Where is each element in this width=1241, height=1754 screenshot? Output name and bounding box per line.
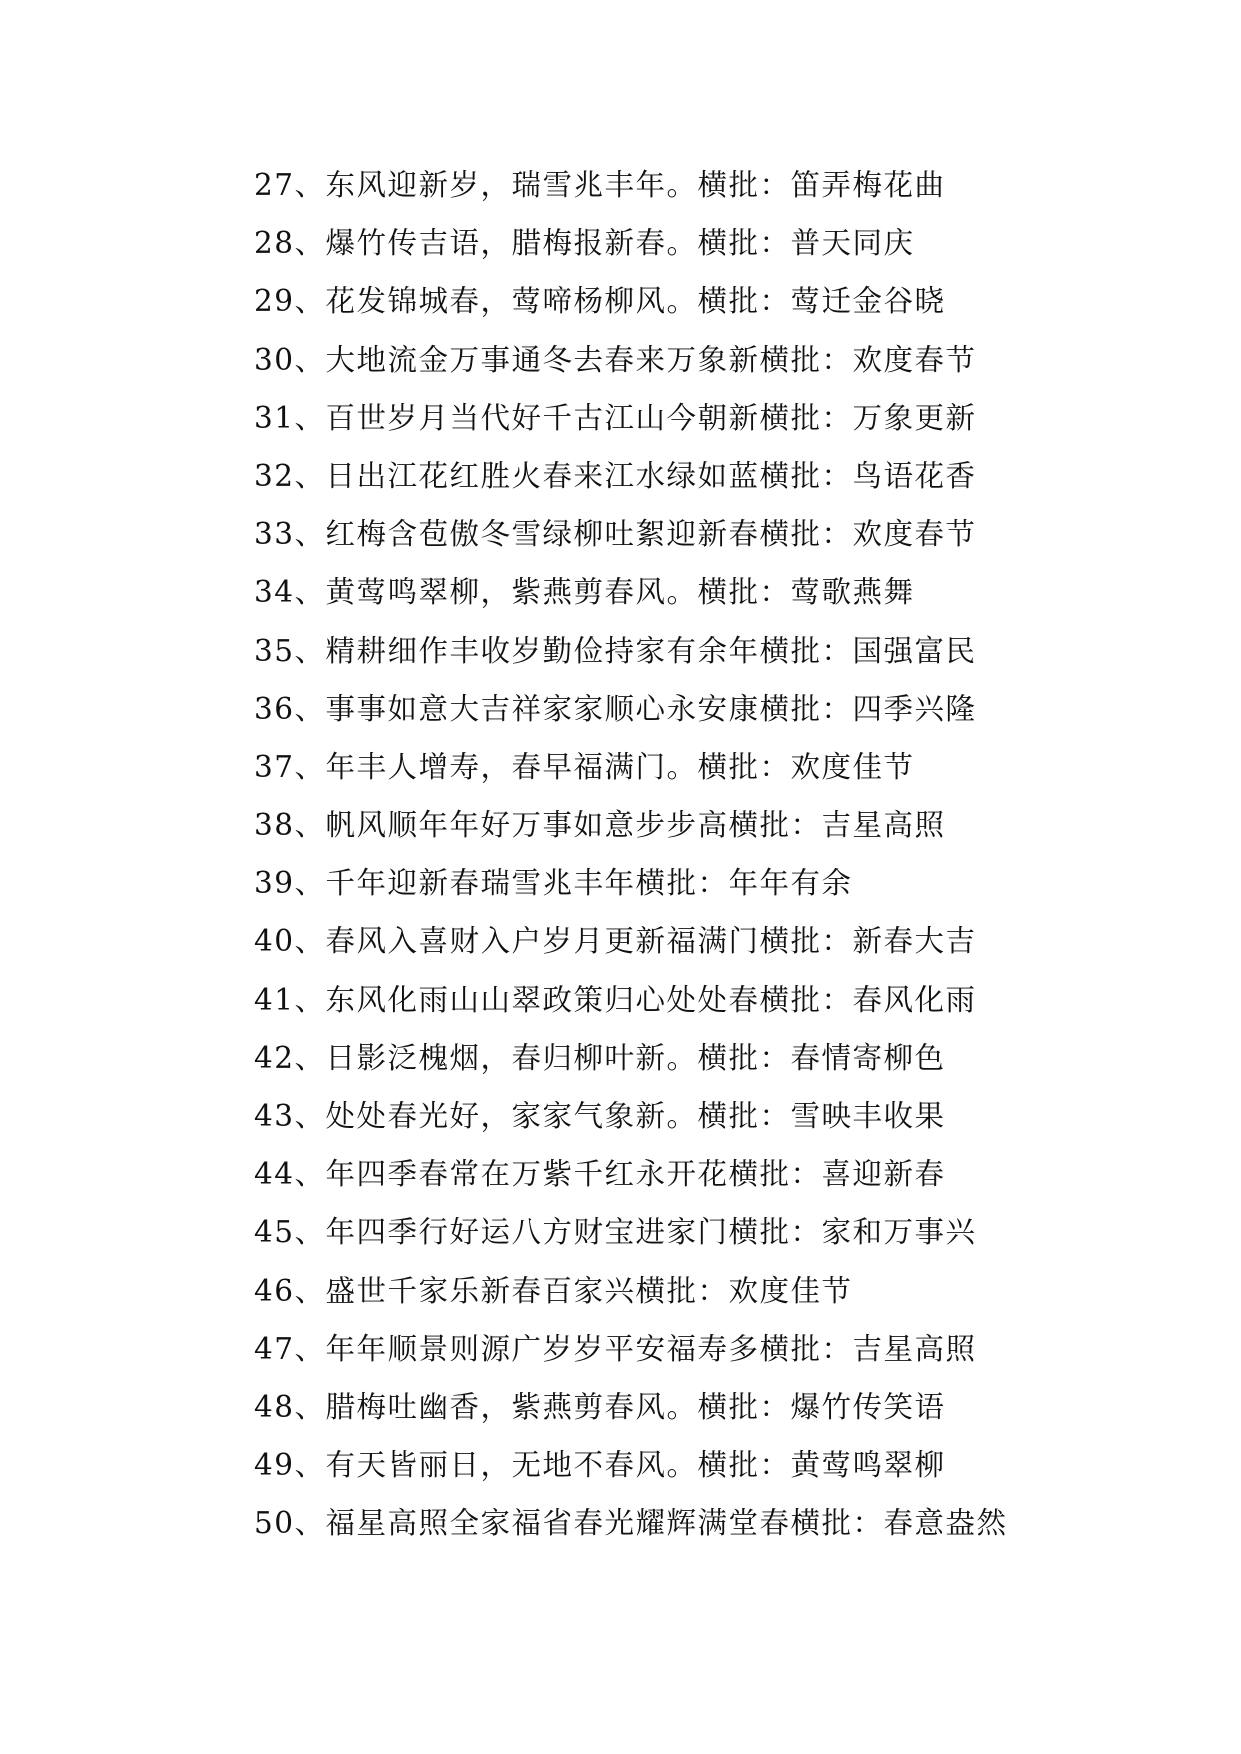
couplet-line: 30、大地流金万事通冬去春来万象新横批：欢度春节 — [254, 342, 977, 377]
couplet-line: 50、福星高照全家福省春光耀辉满堂春横批：春意盎然 — [254, 1506, 1008, 1541]
couplet-line: 42、日影泛槐烟，春归柳叶新。横批：春情寄柳色 — [254, 1040, 946, 1075]
couplet-line: 34、黄莺鸣翠柳，紫燕剪春风。横批：莺歌燕舞 — [254, 575, 915, 610]
couplet-line: 49、有天皆丽日，无地不春风。横批：黄莺鸣翠柳 — [254, 1448, 946, 1483]
couplet-line: 39、千年迎新春瑞雪兆丰年横批：年年有余 — [254, 866, 853, 901]
couplet-list — [254, 156, 1008, 1553]
couplet-line: 28、爆竹传吉语，腊梅报新春。横批：普天同庆 — [254, 226, 915, 261]
couplet-line: 47、年年顺景则源广岁岁平安福寿多横批：吉星高照 — [254, 1331, 977, 1366]
couplet-line: 45、年四季行好运八方财宝进家门横批：家和万事兴 — [254, 1215, 977, 1250]
couplet-line: 35、精耕细作丰收岁勤俭持家有余年横批：国强富民 — [254, 633, 977, 668]
couplet-line: 36、事事如意大吉祥家家顺心永安康横批：四季兴隆 — [254, 691, 977, 726]
couplet-line: 43、处处春光好，家家气象新。横批：雪映丰收果 — [254, 1099, 946, 1133]
couplet-line: 27、东风迎新岁，瑞雪兆丰年。横批：笛弄梅花曲 — [254, 168, 946, 202]
couplet-line: 29、花发锦城春，莺啼杨柳风。横批：莺迁金谷晓 — [254, 284, 946, 319]
couplet-line: 32、日出江花红胜火春来江水绿如蓝横批：鸟语花香 — [254, 458, 977, 493]
couplet-line: 37、年丰人增寿，春早福满门。横批：欢度佳节 — [254, 749, 915, 784]
couplet-line: 38、帆风顺年年好万事如意步步高横批：吉星高照 — [254, 808, 946, 843]
couplet-line: 46、盛世千家乐新春百家兴横批：欢度佳节 — [254, 1273, 853, 1308]
couplet-line: 48、腊梅吐幽香，紫燕剪春风。横批：爆竹传笑语 — [254, 1389, 946, 1424]
couplet-line: 33、红梅含苞傲冬雪绿柳吐絮迎新春横批：欢度春节 — [254, 517, 977, 552]
couplet-line: 44、年四季春常在万紫千红永开花横批：喜迎新春 — [254, 1157, 946, 1192]
couplet-line: 31、百世岁月当代好千古江山今朝新横批：万象更新 — [254, 400, 977, 435]
couplet-line: 41、东风化雨山山翠政策归心处处春横批：春风化雨 — [254, 982, 977, 1017]
couplet-line: 40、春风入喜财入户岁月更新福满门横批：新春大吉 — [254, 924, 977, 959]
